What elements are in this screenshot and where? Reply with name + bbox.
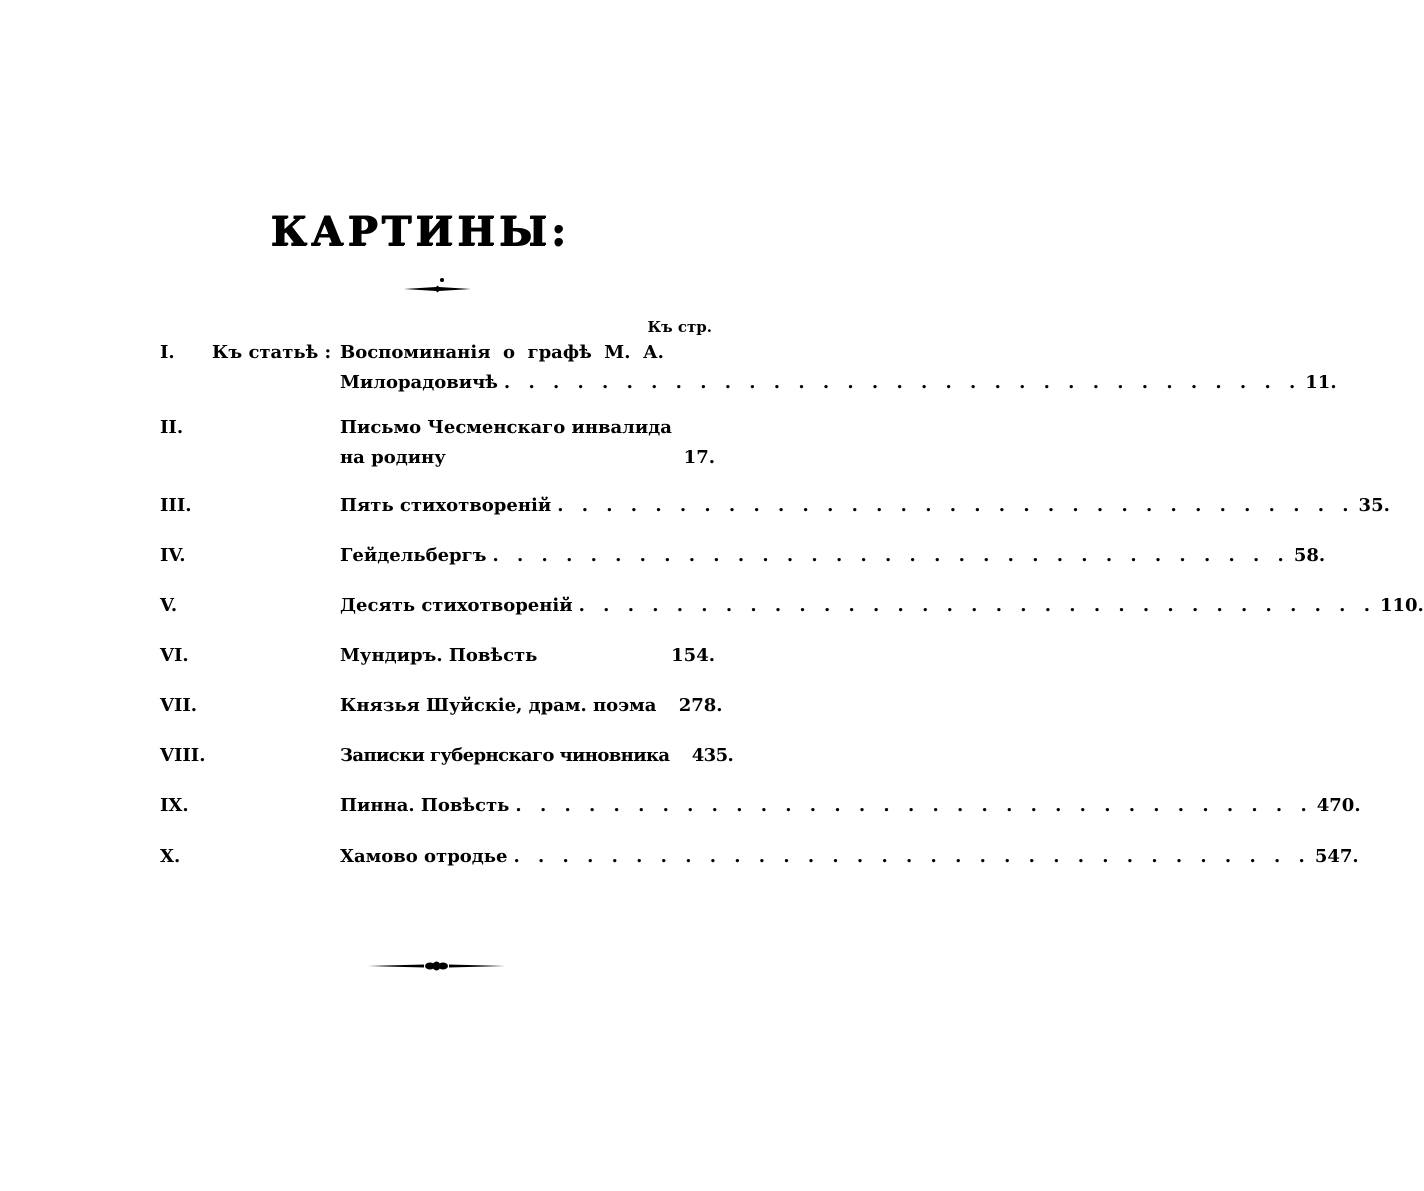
leader-dots: . . . . . . . . . . . . . . . . . . . . . . . . . . . . . . . . .	[503, 372, 1302, 393]
entry-numeral: VII.	[160, 695, 198, 716]
entry-title: Записки губернскаго чиновника	[340, 745, 670, 766]
entry-title: Хамово отродье	[340, 846, 508, 867]
entry-page: 11.	[1305, 372, 1337, 393]
entry-page: 35.	[1358, 495, 1390, 516]
title-ornament-rule-icon	[400, 276, 475, 296]
entry-page: 278.	[678, 695, 723, 716]
entry-numeral: V.	[160, 595, 178, 616]
entry-page: 435.	[691, 745, 734, 766]
page-column-header: Къ стр.	[647, 318, 712, 336]
entry-title: Мундиръ. Повѣсть	[340, 645, 538, 666]
entry-title: Пять стихотвореній	[340, 495, 552, 516]
entry-title: Гейдельбергъ	[340, 545, 487, 566]
entry-prefix: Къ статьѣ :	[212, 342, 332, 363]
entry-numeral: VI.	[160, 645, 189, 666]
entry-numeral: IV.	[160, 545, 186, 566]
leader-dots: . . . . . . . . . . . . . . . . . . . . . . . . . . . . . . . . .	[578, 595, 1376, 616]
page-title: КАРТИНЫ:	[270, 208, 570, 255]
entry-numeral: X.	[160, 846, 181, 867]
entry-page: 154.	[671, 645, 715, 666]
entry-numeral: I.	[160, 342, 175, 363]
entry-numeral: IX.	[160, 795, 189, 816]
entry-title-line-1: Воспоминанія о графѣ М. А.	[340, 342, 664, 363]
entry-title: Князья Шуйскіе, драм. поэма	[340, 695, 657, 716]
entry-title: Пинна. Повѣсть	[340, 795, 510, 816]
entry-title-line-1: Письмо Чесменскаго инвалида	[340, 417, 672, 438]
entry-page: 547.	[1314, 846, 1359, 867]
entry-page: 58.	[1293, 545, 1326, 566]
leader-dots: . . . . . . . . . . . . . . . . . . . . . . . . . . . . . . . . .	[557, 495, 1355, 516]
entry-title: Десять стихотвореній	[340, 595, 573, 616]
entry-page: 470.	[1316, 795, 1361, 816]
closing-ornament-rule-icon	[364, 958, 509, 974]
entry-numeral: VIII.	[160, 745, 206, 766]
entry-page: 17.	[683, 447, 715, 468]
entry-numeral: III.	[160, 495, 192, 516]
entry-title-line-2: Милорадовичѣ	[340, 372, 498, 393]
leader-dots: . . . . . . . . . . . . . . . . . . . . . . . . . . . . . . . . .	[515, 795, 1313, 816]
entry-title-line-2: на родину	[340, 447, 446, 468]
leader-dots: . . . . . . . . . . . . . . . . . . . . . . . . . . . . . . . . .	[513, 846, 1311, 867]
entry-numeral: II.	[160, 417, 184, 438]
entry-page: 110.	[1379, 595, 1424, 616]
leader-dots: . . . . . . . . . . . . . . . . . . . . . . . . . . . . . . . . .	[492, 545, 1290, 566]
